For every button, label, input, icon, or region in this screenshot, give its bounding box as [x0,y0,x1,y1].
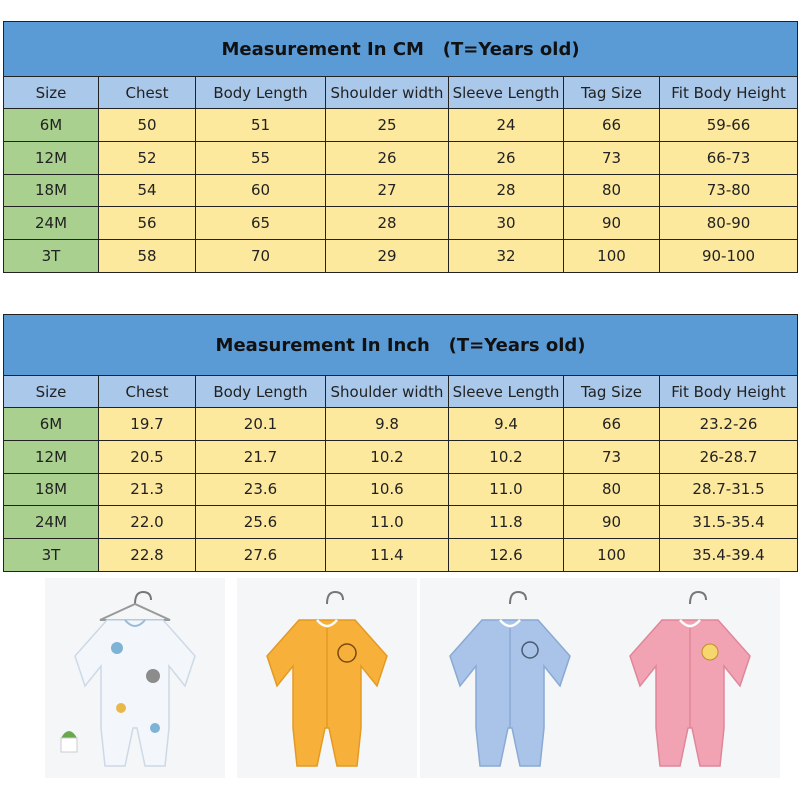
header-fit-body-height: Fit Body Height [660,77,798,109]
table-row [4,109,798,142]
table-title-text: Measurement In CM (T=Years old) [221,38,580,60]
sleeve-length-cell: 12.6 [449,539,564,572]
dinosaur-print-icon [150,723,160,733]
header-size: Size [4,77,99,109]
fit-body-height-cell: 28.7-31.5 [660,473,798,506]
fit-body-height-cell: 26-28.7 [660,440,798,473]
shoulder-width-cell: 9.8 [326,408,449,441]
header-row [4,376,798,408]
fit-body-height-cell: 23.2-26 [660,408,798,441]
table-row [4,539,798,572]
orange-romper-illustration [237,578,417,778]
fit-body-height-cell: 90-100 [660,240,798,273]
table-row [4,473,798,506]
tag-size-cell: 66 [564,408,660,441]
table-title-text: Measurement In Inch (T=Years old) [215,334,586,356]
shoulder-width-cell: 29 [326,240,449,273]
body-length-cell: 70 [196,240,326,273]
shoulder-width-cell: 27 [326,174,449,207]
body-length-cell: 27.6 [196,539,326,572]
sleeve-length-cell: 11.8 [449,506,564,539]
header-tag-size: Tag Size [564,77,660,109]
dinosaur-print-icon [146,669,160,683]
size-cell: 12M [4,440,99,473]
fit-body-height-cell: 66-73 [660,141,798,174]
size-cell: 24M [4,207,99,240]
size-cell: 12M [4,141,99,174]
size-cell: 18M [4,473,99,506]
size-cell: 6M [4,109,99,142]
body-length-cell: 60 [196,174,326,207]
body-length-cell: 21.7 [196,440,326,473]
body-length-cell: 25.6 [196,506,326,539]
size-cell: 3T [4,539,99,572]
hanger-hook-icon [327,592,343,604]
romper-body [75,620,195,766]
header-shoulder-width: Shoulder width [326,77,449,109]
header-shoulder-width: Shoulder width [326,376,449,408]
blue-romper-illustration [420,578,600,778]
header-tag-size: Tag Size [564,376,660,408]
shoulder-width-cell: 28 [326,207,449,240]
table-row [4,141,798,174]
dinosaur-print-icon [111,642,123,654]
tag-size-cell: 100 [564,240,660,273]
tag-size-cell: 90 [564,506,660,539]
fit-body-height-cell: 59-66 [660,109,798,142]
chest-cell: 50 [99,109,196,142]
shoulder-width-cell: 10.6 [326,473,449,506]
header-chest: Chest [99,77,196,109]
chest-cell: 54 [99,174,196,207]
shoulder-width-cell: 26 [326,141,449,174]
size-cell: 18M [4,174,99,207]
chest-cell: 19.7 [99,408,196,441]
header-sleeve-length: Sleeve Length [449,77,564,109]
white-romper-illustration [45,578,225,778]
sleeve-length-cell: 26 [449,141,564,174]
body-length-cell: 51 [196,109,326,142]
chest-cell: 56 [99,207,196,240]
header-fit-body-height: Fit Body Height [660,376,798,408]
size-cell: 24M [4,506,99,539]
pink-romper-illustration [600,578,780,778]
table-row [4,506,798,539]
header-size: Size [4,376,99,408]
sleeve-length-cell: 10.2 [449,440,564,473]
bunny-print-icon [702,644,718,660]
shoulder-width-cell: 11.4 [326,539,449,572]
tag-size-cell: 80 [564,174,660,207]
chest-cell: 52 [99,141,196,174]
shoulder-width-cell: 25 [326,109,449,142]
header-sleeve-length: Sleeve Length [449,376,564,408]
shoulder-width-cell: 11.0 [326,506,449,539]
chest-cell: 21.3 [99,473,196,506]
dinosaur-print-icon [116,703,126,713]
header-body-length: Body Length [196,376,326,408]
tag-size-cell: 73 [564,141,660,174]
body-length-cell: 20.1 [196,408,326,441]
tag-size-cell: 90 [564,207,660,240]
sleeve-length-cell: 11.0 [449,473,564,506]
plant-pot-icon [61,738,77,752]
hanger-icon [100,604,170,620]
shoulder-width-cell: 10.2 [326,440,449,473]
fit-body-height-cell: 73-80 [660,174,798,207]
tag-size-cell: 73 [564,440,660,473]
table-row [4,440,798,473]
chest-cell: 20.5 [99,440,196,473]
sleeve-length-cell: 32 [449,240,564,273]
chest-cell: 22.0 [99,506,196,539]
hanger-hook-icon [135,592,151,604]
cm-measurement-table [3,21,798,273]
table-row [4,240,798,273]
tag-size-cell: 80 [564,473,660,506]
fit-body-height-cell: 80-90 [660,207,798,240]
sleeve-length-cell: 24 [449,109,564,142]
tag-size-cell: 100 [564,539,660,572]
header-row [4,77,798,109]
chest-cell: 58 [99,240,196,273]
fit-body-height-cell: 31.5-35.4 [660,506,798,539]
body-length-cell: 23.6 [196,473,326,506]
hanger-hook-icon [510,592,526,604]
header-chest: Chest [99,376,196,408]
tag-size-cell: 66 [564,109,660,142]
product-image-white-dinosaur-romper [45,578,225,778]
table-title [4,315,798,376]
table-title [4,22,798,77]
product-image-strip [0,578,800,800]
body-length-cell: 55 [196,141,326,174]
hanger-hook-icon [690,592,706,604]
chest-cell: 22.8 [99,539,196,572]
body-length-cell: 65 [196,207,326,240]
product-image-pink-romper [600,578,780,778]
header-body-length: Body Length [196,77,326,109]
inch-measurement-table [3,314,798,572]
sleeve-length-cell: 30 [449,207,564,240]
sleeve-length-cell: 9.4 [449,408,564,441]
product-image-blue-romper [420,578,600,778]
fit-body-height-cell: 35.4-39.4 [660,539,798,572]
product-image-orange-romper [237,578,417,778]
size-cell: 6M [4,408,99,441]
table-row [4,207,798,240]
table-row [4,174,798,207]
sleeve-length-cell: 28 [449,174,564,207]
size-cell: 3T [4,240,99,273]
table-row [4,408,798,441]
